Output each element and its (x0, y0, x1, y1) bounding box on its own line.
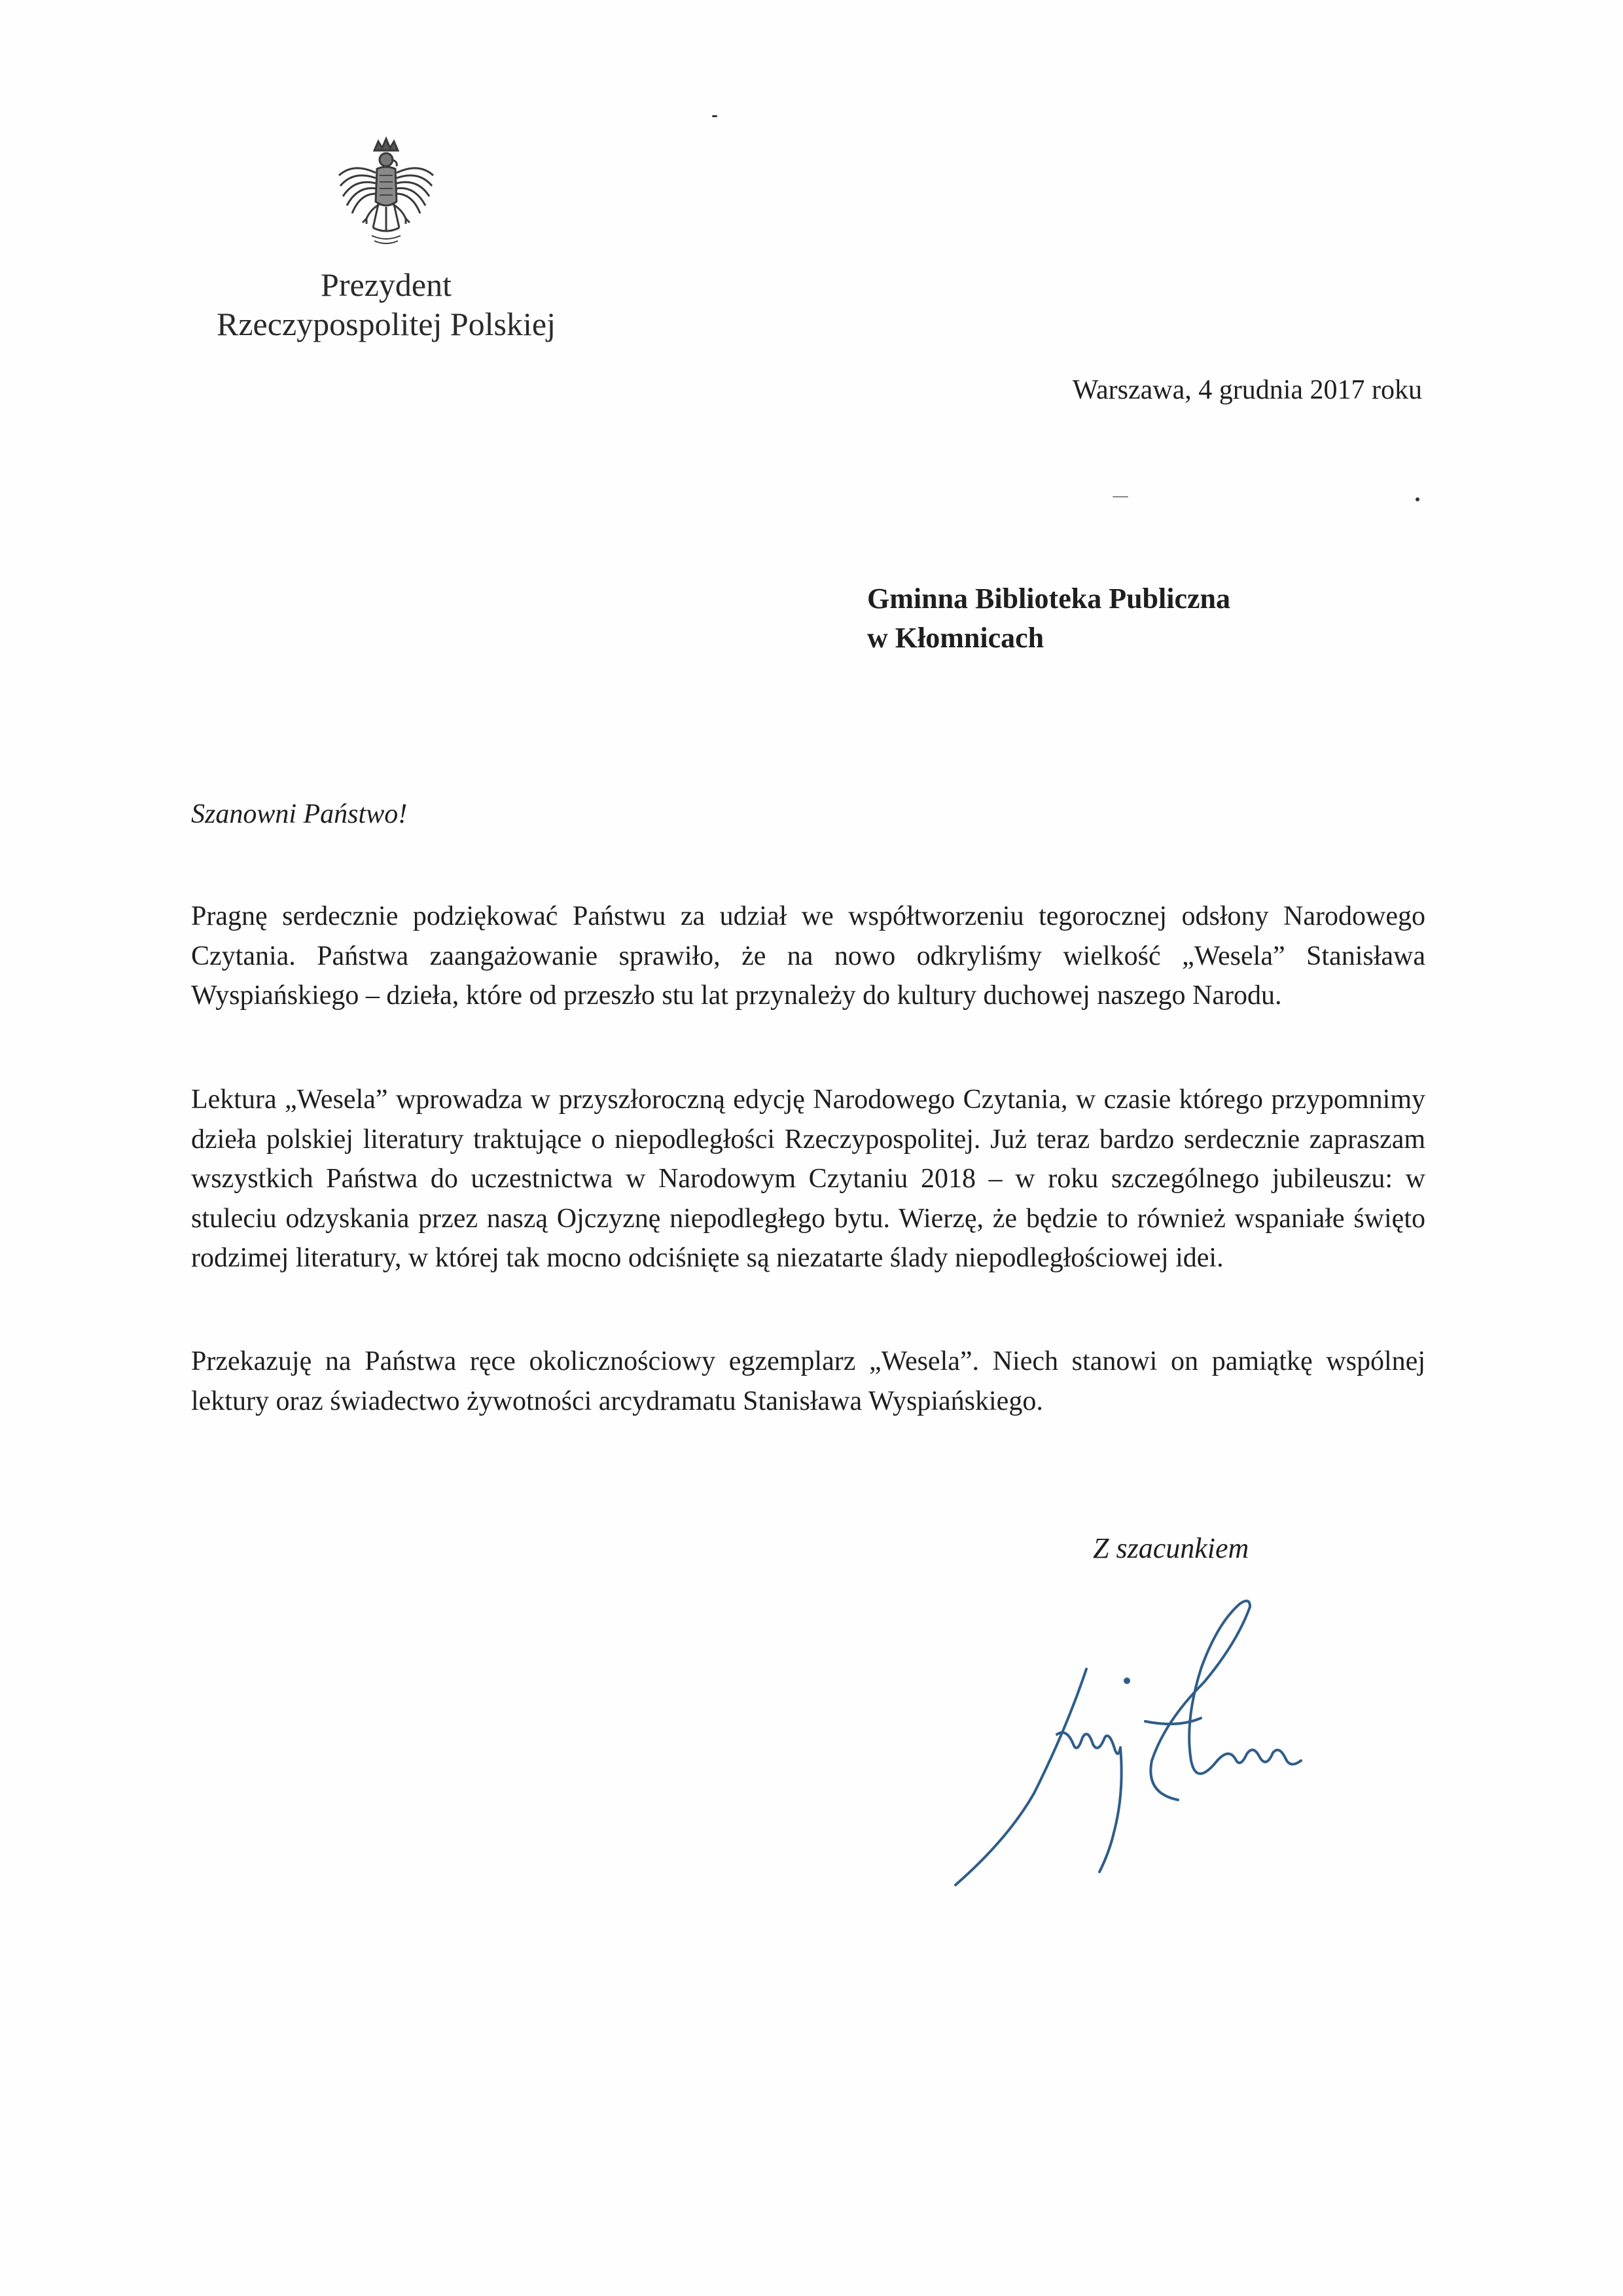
recipient-line2: w Kłomnicach (867, 622, 1044, 654)
paragraph-1: Pragnę serdecznie podziękować Państwu za udział we współtworzeniu tegorocznej odsłony Narodowego Czytania. Państwa zaangażowanie sprawiło, że na nowo odkryliśmy wielkość „Wesela” Stanisława Wyspiańskiego – dzieła, które od przeszło stu lat przynależy do kultury duchowej naszego Narodu. (191, 901, 1425, 1011)
handwritten-signature-icon (942, 1597, 1335, 1898)
salutation: Szanowni Państwo! (191, 799, 408, 829)
recipient-line1: Gminna Biblioteka Publiczna (867, 583, 1230, 615)
recipient-address (867, 579, 1230, 658)
office-title-line1: Prezydent (321, 266, 452, 303)
office-title-line2: Rzeczypospolitej Polskiej (217, 306, 556, 342)
scan-speck (1416, 497, 1419, 501)
scan-speck (712, 115, 717, 117)
paragraph-2: Lektura „Wesela” wprowadza w przyszłoroczną edycję Narodowego Czytania, w czasie którego przypomnimy dzieła polskiej literatury traktujące o niepodległości Rzeczypospolitej. Już teraz bardzo serdecznie zapraszam wszystkich Państwa do uczestnictwa w Narodowym Czytaniu 2018 – w roku szczególnego jubileuszu: w stuleciu odzyskania przez naszą Ojczyznę niepodległego bytu. Wierzę, że będzie to również wspaniałe święto rodzimej literatury, w której tak mocno odciśnięte są niezatarte ślady niepodległościowej idei. (191, 1085, 1425, 1273)
paragraph-3: Przekazuję na Państwa ręce okolicznościowy egzemplarz „Wesela”. Niech stanowi on pamiątkę wspólnej lektury oraz świadectwo żywotności arcydramatu Stanisława Wyspiańskiego. (191, 1346, 1425, 1416)
office-title (170, 265, 602, 344)
scan-speck (1113, 496, 1128, 497)
closing-phrase: Z szacunkiem (1093, 1532, 1249, 1564)
letter-date: Warszawa, 4 grudnia 2017 roku (1072, 375, 1422, 405)
polish-eagle-icon (334, 136, 438, 251)
